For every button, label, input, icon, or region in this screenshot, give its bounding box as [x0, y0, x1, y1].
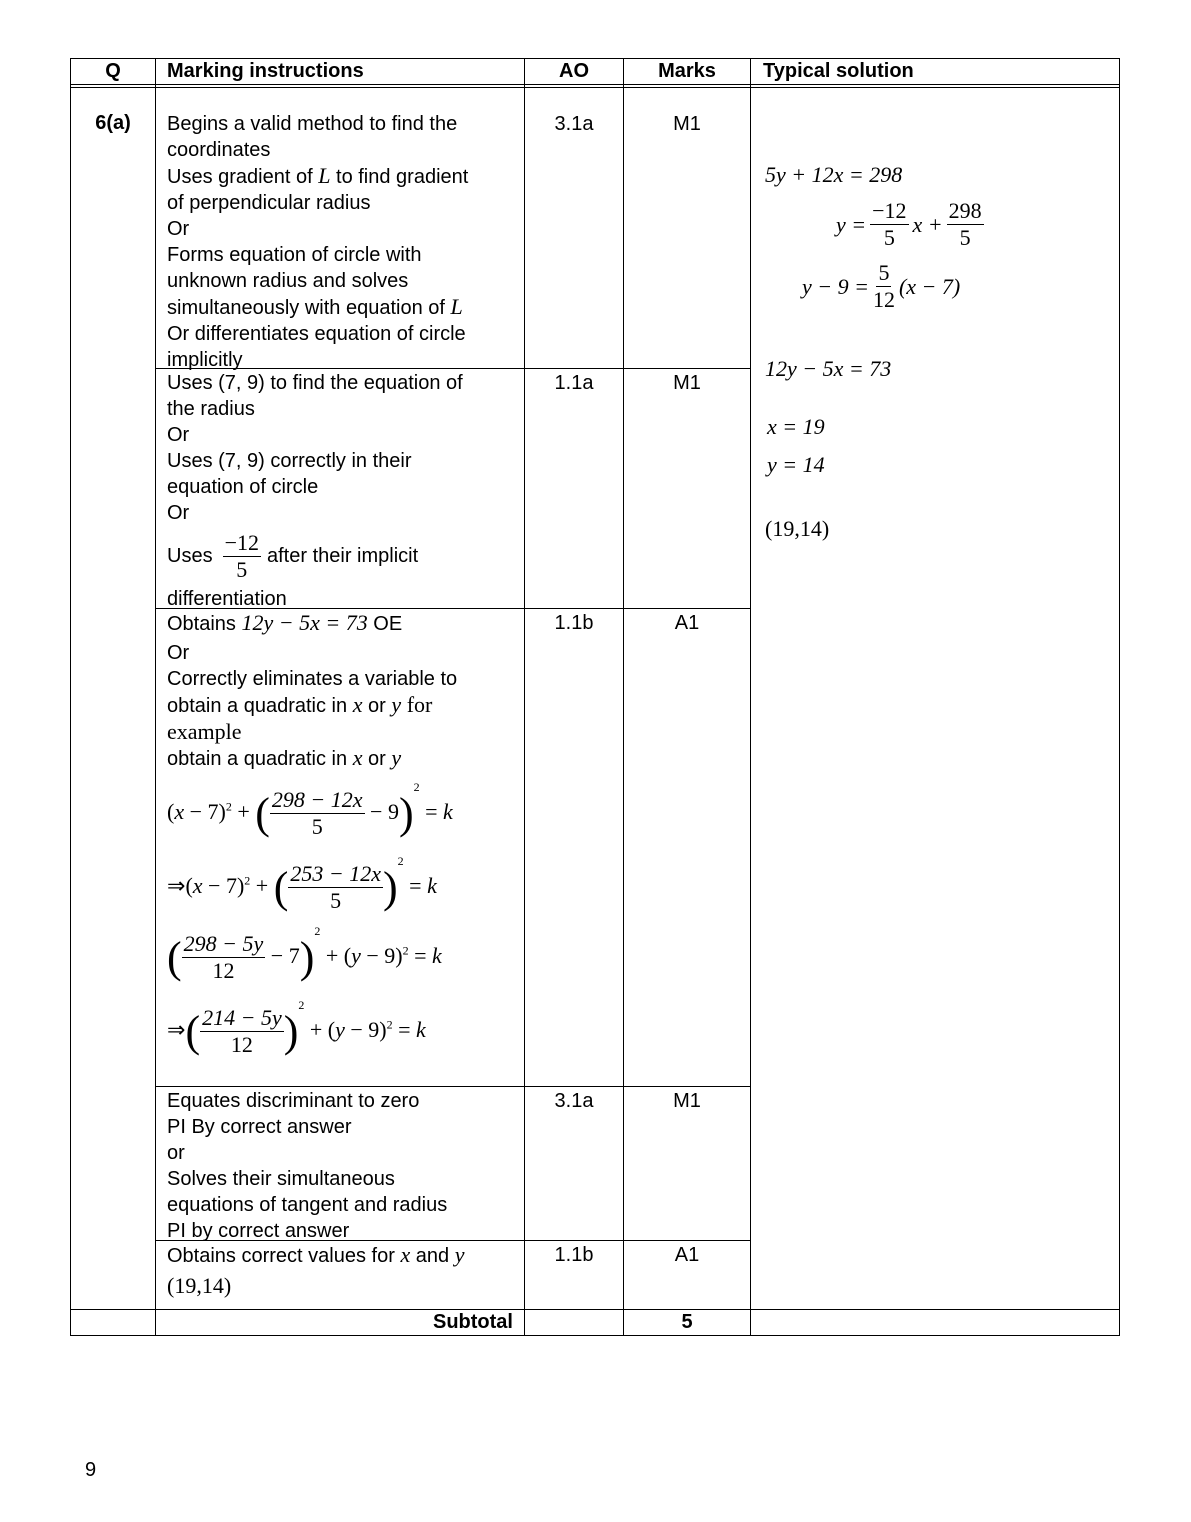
row-4-mark: M1	[673, 1090, 701, 1112]
question-number: 6(a)	[95, 112, 131, 134]
row-4-ao: 3.1a	[554, 1090, 594, 1112]
row-2-ao: 1.1a	[554, 372, 594, 394]
solution-line-3: y − 9 = $\frac{5}{12}$ (x − 7)	[802, 260, 961, 312]
header-ao: AO	[559, 60, 589, 82]
row-1-ao: 3.1a	[554, 113, 594, 135]
fraction-neg12-over-5: $\frac{-12}{5}$	[224, 529, 259, 582]
row-2-mark: M1	[673, 372, 701, 394]
header-marking-instructions: Marking instructions	[167, 60, 364, 82]
answer-coordinates: (19,14)	[167, 1273, 232, 1298]
solution-line-2: y = $\frac{-12}{5}$ x + $\frac{298}{5}$	[836, 198, 982, 250]
header-marks: Marks	[658, 60, 716, 82]
solution-line-6: y = 14	[767, 452, 825, 477]
subtotal-label: Subtotal	[433, 1311, 513, 1333]
quadratic-expression-1: $(x - 7)^2$ + ( $\frac{298 - 12x}{5}$ − 9)$^2$ = k	[167, 780, 453, 840]
header-q: Q	[105, 60, 121, 82]
quadratic-expression-3: ( $\frac{298 - 5y}{12}$ − $7)^2 + (y - 9)^2 = k$	[167, 924, 442, 984]
row-5-ao: 1.1b	[554, 1244, 594, 1266]
quadratic-expression-2: ⇒(x − 7)$^2$ + ( $\frac{253 - 12x}{5}$ )$^2$ = k	[167, 854, 437, 914]
row-3-mark: A1	[674, 612, 700, 634]
solution-line-4: 12y − 5x = 73	[765, 356, 892, 381]
row-3-instructions: Obtains 12y − 5x = 73 OE Or Correctly eliminates a variable to obtain a quadratic in x or y for example obtain a quadratic in x or y	[167, 610, 458, 770]
row-3-ao: 1.1b	[554, 612, 594, 634]
subtotal-value: 5	[681, 1311, 693, 1333]
row-2-instructions: Uses (7, 9) to find the equation of the radius Or Uses (7, 9) correctly in their equation of circle Or Uses $\frac{-12}{5}$ after their implicit differentiation	[167, 372, 463, 610]
solution-line-7: (19,14)	[765, 516, 830, 541]
solution-line-5: x = 19	[767, 414, 825, 439]
row-5-instructions: Obtains correct values for x and y (19,14)	[167, 1242, 517, 1299]
row-4-instructions: Equates discriminant to zero PI By correct answer or Solves their simultaneous equations of tangent and radius PI by correct answer	[167, 1090, 448, 1242]
solution-line-1: 5y + 12x = 298	[765, 162, 903, 187]
row-5-mark: A1	[674, 1244, 700, 1266]
page-number: 9	[85, 1459, 97, 1481]
row-1-mark: M1	[673, 113, 701, 135]
row-1-instructions: Begins a valid method to find the coordinates Uses gradient of L to find gradient of perpendicular radius Or Forms equation of circle with unknown radius and solves simultaneously with equation of L Or differentiates equation of circle implicitly	[167, 113, 469, 371]
header-typical-solution: Typical solution	[763, 60, 914, 82]
quadratic-expression-4: ⇒( $\frac{214 - 5y}{12}$ )$^2 + (y - 9)^2 = k$	[167, 998, 426, 1058]
